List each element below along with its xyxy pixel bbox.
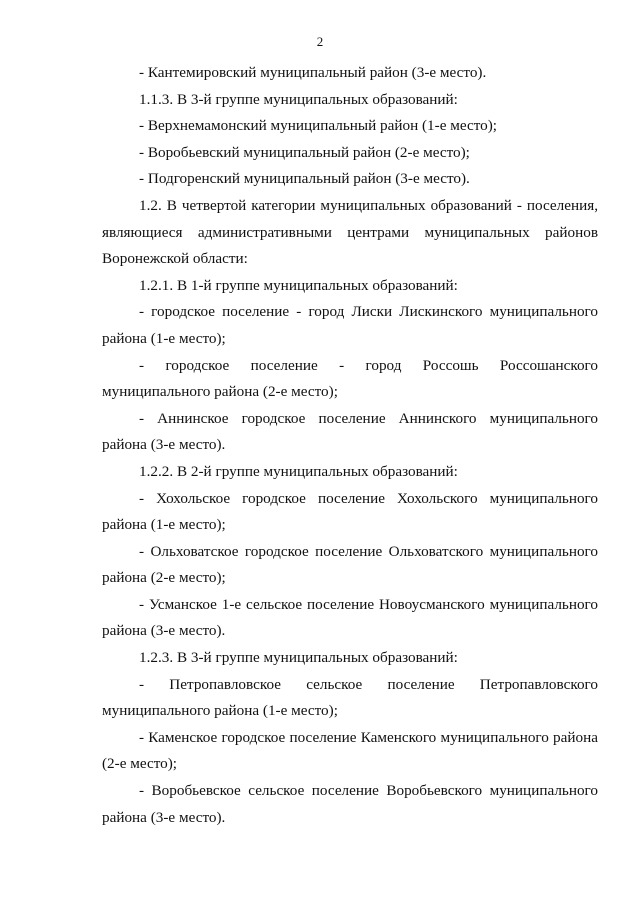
paragraph: 1.1.3. В 3-й группе муниципальных образований: (139, 90, 458, 108)
paragraph: - Кантемировский муниципальный район (3-е место). (139, 64, 487, 81)
paragraph: 1.2.2. В 2-й группе муниципальных образований: (139, 462, 458, 480)
paragraph: 1.2. В четвертой категории муниципальных образований - поселения, являющиеся административными центрами муниципальных районов Воронежской области: (102, 196, 598, 268)
paragraph: - Воробьевское сельское поселение Воробьевского муниципального района (3-е место). (102, 782, 598, 826)
page-number: 2 (316, 34, 324, 49)
paragraph: - Каменское городское поселение Каменского муниципального района (2-е место); (102, 728, 598, 773)
paragraph: - городское поселение - город Лиски Лискинского муниципального района (1-е место); (102, 303, 598, 347)
paragraph: - Верхнемамонский муниципальный район (1-е место); (139, 117, 498, 135)
paragraph: 1.2.3. В 3-й группе муниципальных образований: (139, 649, 458, 667)
paragraph: - городское поселение - город Россошь Россошанского муниципального района (2-е место); (102, 356, 598, 401)
document-body (102, 60, 598, 831)
paragraph: - Подгоренский муниципальный район (3-е место). (139, 170, 470, 188)
paragraph: - Аннинское городское поселение Аннинского муниципального района (3-е место). (102, 409, 598, 454)
paragraph: - Ольховатское городское поселение Ольховатского муниципального района (2-е место); (102, 542, 598, 587)
paragraph: - Усманское 1-е сельское поселение Новоусманского муниципального района (3-е место). (102, 595, 598, 640)
paragraph: - Петропавловское сельское поселение Петропавловского муниципального района (1-е место); (102, 675, 598, 720)
paragraph: - Хохольское городское поселение Хохольского муниципального района (1-е место); (102, 489, 598, 534)
paragraph: - Воробьевский муниципальный район (2-е место); (139, 143, 470, 161)
paragraph: 1.2.1. В 1-й группе муниципальных образований: (139, 276, 458, 294)
